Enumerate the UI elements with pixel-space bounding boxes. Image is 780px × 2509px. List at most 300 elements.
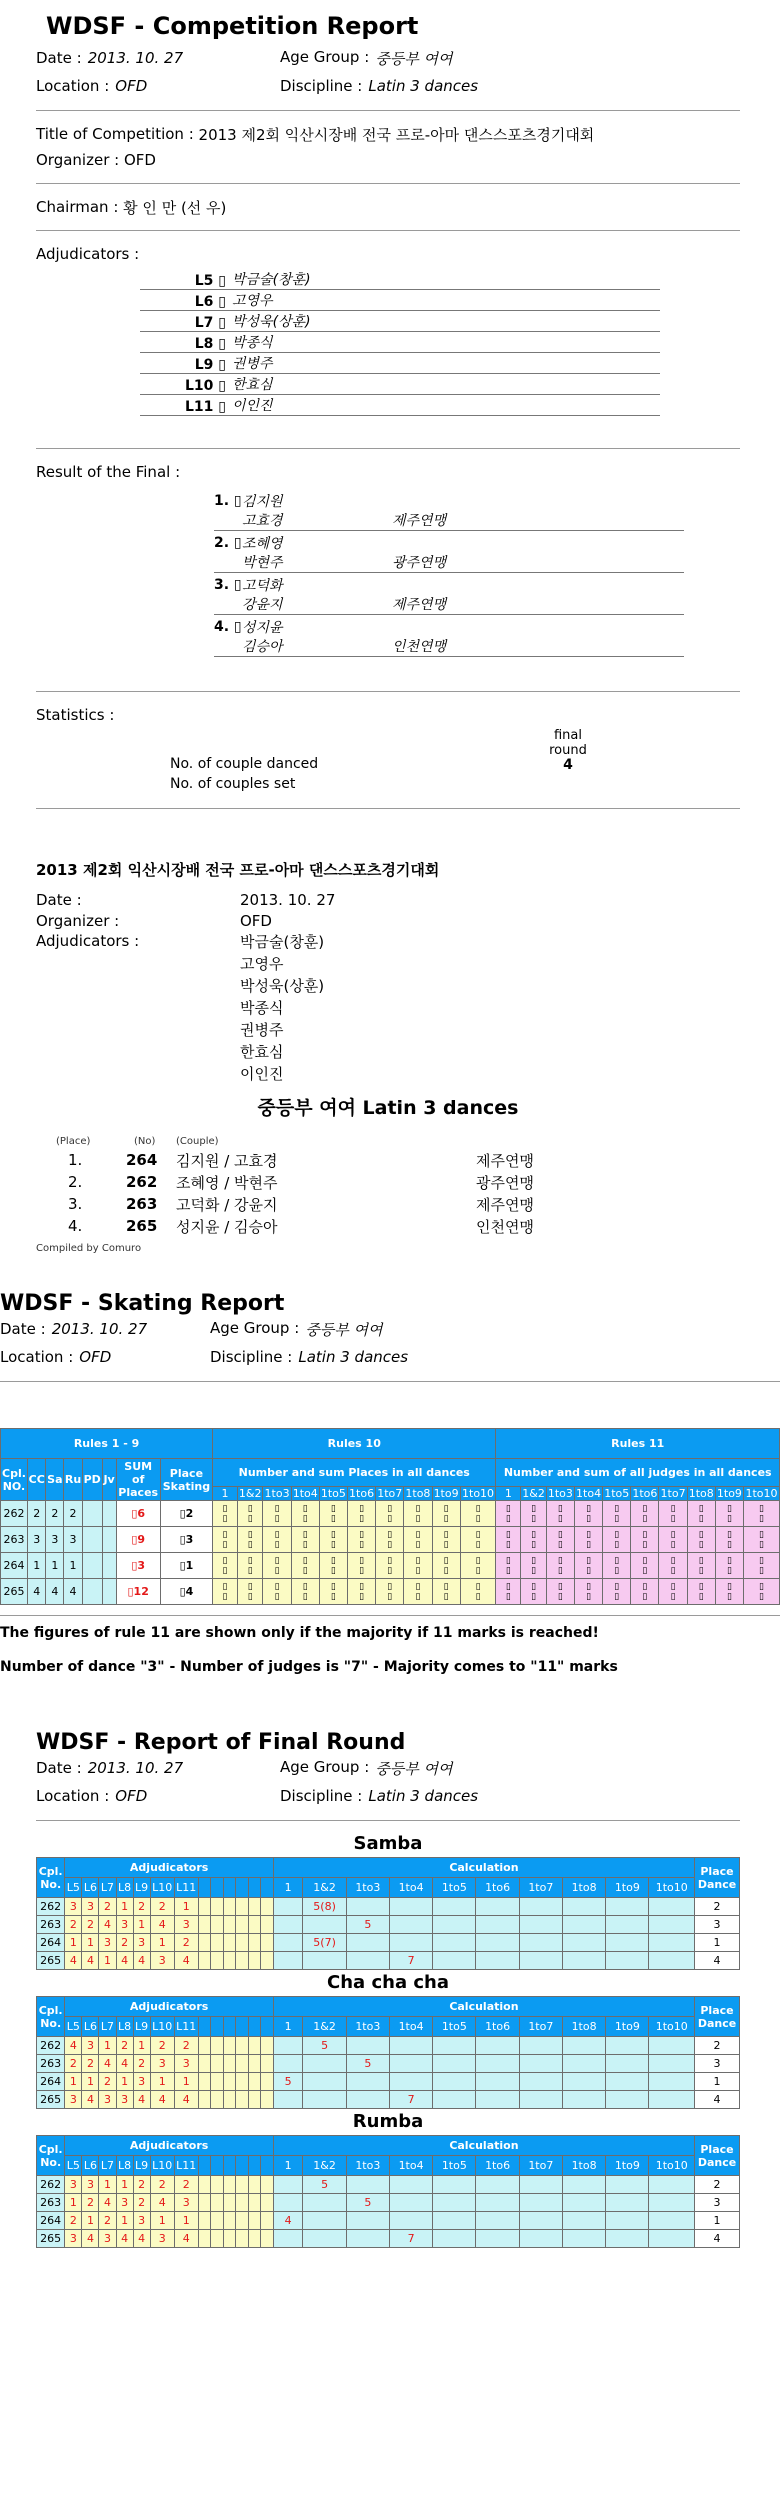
adjudicator-list: [140, 269, 660, 416]
empty-mark: [198, 1934, 211, 1952]
missing-glyph-icon: ▯: [247, 1529, 253, 1540]
range-col-header: 1to3: [547, 1487, 573, 1500]
judge-mark: 2: [82, 2194, 99, 2212]
summary-organizer: OFD: [240, 912, 272, 930]
calc-col-header: 1to8: [562, 2156, 605, 2176]
sa-place: 2: [46, 1501, 64, 1527]
cpl-no: 263: [37, 2194, 65, 2212]
adjudicator-row: [140, 269, 660, 290]
missing-glyph-icon: ▯: [330, 1555, 336, 1566]
missing-glyph-icon: ▯: [614, 1565, 620, 1576]
pd-place: [82, 1501, 102, 1527]
rule10-cell: [376, 1527, 404, 1553]
judge-mark: 3: [150, 2055, 174, 2073]
range-col-header: 1to9: [716, 1487, 742, 1500]
calc-cell: [476, 2091, 519, 2109]
rule10-cell: [291, 1553, 319, 1579]
summary-date-label: Date :: [36, 891, 82, 909]
missing-glyph-icon: ▯: [330, 1513, 336, 1524]
rule11-cell: [574, 1527, 602, 1553]
missing-glyph-icon: ▯: [274, 1539, 280, 1550]
missing-glyph-icon: ▯: [274, 1565, 280, 1576]
missing-glyph-icon: ▯: [387, 1539, 393, 1550]
final-place: 4.: [68, 1217, 83, 1235]
empty-mark: [198, 2194, 211, 2212]
empty-mark: [211, 2055, 224, 2073]
adjudicator-name: 한효심: [232, 377, 273, 393]
calc-col-header: 1to6: [476, 2156, 519, 2176]
calc-cell: [562, 1952, 605, 1970]
calc-cell: [346, 2212, 389, 2230]
missing-glyph-icon: ▯: [415, 1591, 421, 1602]
summary-date-row: [36, 889, 740, 911]
final-club: 인천연맹: [476, 1217, 534, 1236]
place-dance: 2: [695, 1898, 740, 1916]
meta-row-location: [36, 72, 740, 100]
empty-judge-header: [261, 2156, 274, 2176]
empty-mark: [223, 2073, 236, 2091]
rule11-cell: [687, 1579, 715, 1605]
missing-glyph-icon: ▯: [222, 1529, 228, 1540]
missing-glyph-icon: ▯: [698, 1529, 704, 1540]
calc-cell: [389, 2194, 432, 2212]
empty-mark: [248, 1916, 261, 1934]
judge-header: L10: [150, 2156, 174, 2176]
empty-mark: [198, 1952, 211, 1970]
rule11-cell: [546, 1527, 574, 1553]
rule11-note: The figures of rule 11 are shown only if the majority if 11 marks is reached!: [0, 1625, 599, 1641]
calc-cell: [562, 1898, 605, 1916]
empty-mark: [236, 2194, 249, 2212]
calc-cell: [346, 2091, 389, 2109]
judge-mark: 4: [116, 1952, 133, 1970]
missing-glyph-icon: ▯: [359, 1581, 365, 1592]
rule10-cell: [404, 1501, 432, 1527]
place-dance-header: Place Dance: [695, 2136, 740, 2176]
skating-meta-row-location: [0, 1343, 780, 1371]
missing-glyph-icon: ▯: [759, 1539, 764, 1550]
missing-glyph-icon: ▯: [247, 1591, 253, 1602]
missing-glyph-icon: ▯: [274, 1503, 280, 1514]
missing-glyph-icon: ▯: [387, 1503, 393, 1514]
missing-glyph-icon: ▯: [726, 1565, 732, 1576]
calc-cell: [562, 2091, 605, 2109]
calc-cell: [303, 2212, 346, 2230]
empty-mark: [198, 2055, 211, 2073]
skating-row: [1, 1501, 780, 1527]
missing-glyph-icon: ▯: [222, 1513, 228, 1524]
adjudicators-header: Adjudicators: [65, 2136, 274, 2156]
location-label: Location :: [36, 77, 110, 95]
rule11-cell: [631, 1501, 659, 1527]
missing-glyph-icon: ▯: [698, 1581, 704, 1592]
rules-11-subheader: Number and sum of all judges in all dances: [496, 1459, 780, 1487]
calc-cell: [649, 1934, 695, 1952]
divider: [36, 808, 740, 809]
judge-mark: 4: [174, 2091, 198, 2109]
calc-cell: [346, 2230, 389, 2248]
cpl-no: 264: [37, 1934, 65, 1952]
missing-glyph-icon: ▯: [531, 1503, 537, 1514]
judge-mark: 1: [133, 2037, 150, 2055]
rule11-cell: [574, 1501, 602, 1527]
calc-cell: [649, 2212, 695, 2230]
skating-location-label: Location :: [0, 1348, 74, 1366]
calc-cell: [389, 1934, 432, 1952]
judge-header: L5: [65, 1878, 82, 1898]
missing-glyph-icon: ▯: [387, 1529, 393, 1540]
adjudicator-row: [140, 290, 660, 311]
judge-mark: 1: [82, 2212, 99, 2230]
summary-adjudicator: 한효심: [240, 1043, 284, 1061]
calc-cell: [649, 2176, 695, 2194]
calc-col-header: 1to6: [476, 1878, 519, 1898]
missing-glyph-icon: ▯: [330, 1581, 336, 1592]
cpl-no-header: Cpl. No.: [37, 2136, 65, 2176]
divider: [36, 1820, 740, 1821]
empty-judge-header: [236, 2156, 249, 2176]
rule10-cell: [347, 1501, 375, 1527]
calc-cell: [273, 1898, 303, 1916]
judge-mark: 3: [65, 2230, 82, 2248]
result-partner-1: 성지윤: [242, 619, 283, 636]
empty-mark: [248, 2230, 261, 2248]
calc-cell: 5: [273, 2073, 303, 2091]
final-couple: 조혜영 / 박현주: [176, 1173, 278, 1192]
missing-glyph-icon: ▯: [387, 1513, 393, 1524]
missing-glyph-icon: ▯: [415, 1503, 421, 1514]
rule11-cell: [744, 1501, 780, 1527]
skating-date-label: Date :: [0, 1320, 46, 1338]
discipline-value: Latin 3 dances: [368, 77, 479, 95]
majority-note: Number of dance "3" - Number of judges is "7" - Majority comes to "11" marks: [0, 1659, 618, 1675]
range-col-header: 1&2: [522, 1487, 545, 1500]
judge-mark: 4: [174, 2230, 198, 2248]
calc-cell: [562, 2055, 605, 2073]
calc-col-header: 1to4: [389, 2156, 432, 2176]
calc-col-header: 1to7: [519, 2017, 562, 2037]
rule10-cell: [263, 1501, 291, 1527]
calc-col-header: 1to3: [346, 2156, 389, 2176]
empty-judge-header: [248, 2156, 261, 2176]
calc-cell: 5: [346, 1916, 389, 1934]
calc-cell: [519, 2073, 562, 2091]
cc-place: 4: [27, 1579, 46, 1605]
empty-mark: [236, 2055, 249, 2073]
rule10-cell: [347, 1553, 375, 1579]
rule10-cell: [404, 1553, 432, 1579]
judge-header: L7: [99, 1878, 116, 1898]
judge-header: L10: [150, 1878, 174, 1898]
couples-set-label: No. of couples set: [170, 776, 296, 792]
summary-adjudicator: 박금술(창훈): [240, 933, 325, 951]
empty-mark: [236, 1916, 249, 1934]
col-couple: (Couple): [176, 1135, 219, 1147]
missing-glyph-icon: ▯: [274, 1555, 280, 1566]
rule10-cell: [213, 1501, 238, 1527]
judge-mark: 1: [116, 1898, 133, 1916]
rule10-cell: [319, 1553, 347, 1579]
calc-cell: [433, 1916, 476, 1934]
final-location-label: Location :: [36, 1787, 110, 1805]
judge-mark: 1: [174, 2073, 198, 2091]
adjudicator-row: [140, 395, 660, 416]
result-rank: 4. ▯: [214, 618, 242, 635]
rule11-cell: [631, 1579, 659, 1605]
skating-row: [1, 1553, 780, 1579]
missing-glyph-icon: ▯: [642, 1539, 648, 1550]
judge-mark: 2: [65, 2055, 82, 2073]
calc-col-header: 1&2: [303, 2156, 346, 2176]
cc-place: 3: [27, 1527, 46, 1553]
divider: [36, 183, 740, 184]
calc-cell: [433, 2037, 476, 2055]
judge-mark: 3: [116, 2091, 133, 2109]
judge-mark: 1: [116, 2073, 133, 2091]
place-dance: 1: [695, 1934, 740, 1952]
rule10-cell: [213, 1579, 238, 1605]
final-date-label: Date :: [36, 1759, 82, 1777]
rule11-cell: [715, 1527, 743, 1553]
adjudicator-code: L10 ▯: [185, 378, 226, 394]
cpl-no: 264: [1, 1553, 28, 1579]
rule11-cell: [574, 1579, 602, 1605]
missing-glyph-icon: ▯: [614, 1591, 620, 1602]
missing-glyph-icon: ▯: [670, 1539, 676, 1550]
judge-mark: 3: [174, 2194, 198, 2212]
rule11-cell: [687, 1527, 715, 1553]
date-label: Date :: [36, 49, 82, 67]
calc-col-header: 1to4: [389, 1878, 432, 1898]
final-row: [56, 1215, 740, 1237]
rule10-cell: [347, 1579, 375, 1605]
empty-judge-header: [211, 2156, 224, 2176]
judge-mark: 1: [174, 1898, 198, 1916]
rule10-cell: [432, 1527, 460, 1553]
calc-cell: [273, 2037, 303, 2055]
calc-cell: [389, 2212, 432, 2230]
missing-glyph-icon: ▯: [415, 1581, 421, 1592]
adjudicator-code: L7 ▯: [194, 315, 226, 331]
judge-mark: 2: [133, 1898, 150, 1916]
summary-organizer-row: [36, 911, 740, 931]
calc-cell: [303, 1952, 346, 1970]
range-col-header: 1to6: [349, 1487, 375, 1500]
rule10-cell: [263, 1553, 291, 1579]
place-dance: 4: [695, 2091, 740, 2109]
organizer-value: OFD: [123, 151, 156, 169]
rule10-cell: [404, 1579, 432, 1605]
jv-place: [102, 1553, 116, 1579]
judge-mark: 4: [150, 2091, 174, 2109]
rule11-cell: [496, 1579, 521, 1605]
judge-mark: 4: [116, 2230, 133, 2248]
final-round-report: [0, 1684, 780, 2248]
adjudicator-name: 권병주: [232, 356, 273, 372]
calc-cell: [303, 2194, 346, 2212]
calc-cell: [562, 2194, 605, 2212]
empty-mark: [236, 2176, 249, 2194]
empty-mark: [211, 2176, 224, 2194]
calc-cell: [519, 1916, 562, 1934]
empty-mark: [248, 2055, 261, 2073]
judge-mark: 3: [99, 1934, 116, 1952]
calc-cell: [476, 2176, 519, 2194]
place-dance: 3: [695, 1916, 740, 1934]
rule10-cell: [432, 1501, 460, 1527]
rule10-cell: [432, 1553, 460, 1579]
cpl-no: 264: [37, 2212, 65, 2230]
empty-mark: [236, 2073, 249, 2091]
missing-glyph-icon: ▯: [614, 1503, 620, 1514]
calc-cell: [346, 1898, 389, 1916]
empty-mark: [261, 2176, 274, 2194]
missing-glyph-icon: ▯: [247, 1539, 253, 1550]
missing-glyph-icon: ▯: [415, 1565, 421, 1576]
result-label: Result of the Final :: [36, 463, 181, 481]
missing-glyph-icon: ▯: [670, 1581, 676, 1592]
missing-glyph-icon: ▯: [614, 1529, 620, 1540]
judge-mark: 1: [65, 2194, 82, 2212]
calc-col-header: 1to3: [346, 2017, 389, 2037]
missing-glyph-icon: ▯: [557, 1555, 563, 1566]
skating-date: 2013. 10. 27: [51, 1320, 148, 1338]
dance-col-header: Jv: [102, 1459, 116, 1501]
skating-age-label: Age Group :: [210, 1318, 300, 1337]
empty-mark: [248, 1934, 261, 1952]
empty-mark: [236, 1898, 249, 1916]
rule10-cell: [291, 1501, 319, 1527]
finals-header: [56, 1133, 740, 1149]
adjudicator-row: [140, 374, 660, 395]
empty-mark: [198, 1916, 211, 1934]
missing-glyph-icon: ▯: [726, 1539, 732, 1550]
jv-place: [102, 1501, 116, 1527]
dance-row: [37, 2091, 740, 2109]
adjudicator-row: [140, 353, 660, 374]
missing-glyph-icon: ▯: [222, 1591, 228, 1602]
judge-mark: 4: [150, 1916, 174, 1934]
empty-judge-header: [248, 2017, 261, 2037]
rule10-cell: [237, 1579, 263, 1605]
empty-mark: [236, 2037, 249, 2055]
judge-mark: 2: [174, 1934, 198, 1952]
calc-cell: [649, 2073, 695, 2091]
judge-mark: 3: [174, 1916, 198, 1934]
missing-glyph-icon: ▯: [443, 1591, 449, 1602]
calc-cell: [649, 2037, 695, 2055]
judge-mark: 4: [82, 2091, 99, 2109]
missing-glyph-icon: ▯: [726, 1513, 732, 1524]
cpl-no-header: Cpl. No.: [37, 1858, 65, 1898]
final-number: 263: [126, 1195, 158, 1213]
skating-row: [1, 1527, 780, 1553]
missing-glyph-icon: ▯: [698, 1513, 704, 1524]
empty-mark: [248, 2091, 261, 2109]
missing-glyph-icon: ▯: [415, 1513, 421, 1524]
cpl-no: 265: [1, 1579, 28, 1605]
judge-header: L7: [99, 2017, 116, 2037]
missing-glyph-icon: ▯: [359, 1513, 365, 1524]
missing-glyph-icon: ▯: [443, 1581, 449, 1592]
age-label: Age Group :: [280, 47, 370, 66]
dance-row: [37, 2230, 740, 2248]
judge-mark: 4: [133, 2230, 150, 2248]
summary-title: 2013 제2회 익산시장배 전국 프로-아마 댄스스포츠경기대회: [36, 861, 440, 879]
judge-mark: 1: [65, 1934, 82, 1952]
range-col-header: 1to8: [688, 1487, 714, 1500]
cpl-no-header: Cpl. NO.: [1, 1459, 28, 1501]
empty-judge-header: [223, 2156, 236, 2176]
divider: [0, 1381, 780, 1382]
missing-glyph-icon: ▯: [586, 1565, 592, 1576]
final-row: [56, 1149, 740, 1171]
missing-glyph-icon: ▯: [670, 1591, 676, 1602]
finals-table: [36, 1133, 740, 1237]
result-partner-2: 김승아: [242, 638, 283, 655]
judge-mark: 2: [150, 2037, 174, 2055]
judge-mark: 4: [99, 1916, 116, 1934]
missing-glyph-icon: ▯: [302, 1591, 308, 1602]
calc-cell: [273, 2176, 303, 2194]
missing-glyph-icon: ▯: [531, 1513, 537, 1524]
rule11-cell: [744, 1579, 780, 1605]
empty-mark: [198, 2230, 211, 2248]
calc-cell: [433, 2091, 476, 2109]
range-col-header: 1to7: [660, 1487, 686, 1500]
judge-header: L5: [65, 2017, 82, 2037]
missing-glyph-icon: ▯: [247, 1581, 253, 1592]
empty-judge-header: [261, 2017, 274, 2037]
missing-glyph-icon: ▯: [505, 1503, 511, 1514]
calc-cell: [346, 2176, 389, 2194]
dance-row: [37, 2212, 740, 2230]
empty-mark: [223, 2091, 236, 2109]
calc-cell: 5: [303, 2176, 346, 2194]
missing-glyph-icon: ▯: [443, 1539, 449, 1550]
calc-col-header: 1: [273, 1878, 303, 1898]
rule11-cell: [521, 1579, 547, 1605]
range-col-header: 1: [496, 1487, 521, 1501]
judge-mark: 2: [99, 1898, 116, 1916]
rule11-cell: [631, 1527, 659, 1553]
missing-glyph-icon: ▯: [302, 1581, 308, 1592]
missing-glyph-icon: ▯: [222, 1539, 228, 1550]
dance-row: [37, 1952, 740, 1970]
calc-cell: [562, 2037, 605, 2055]
calc-cell: [273, 1916, 303, 1934]
result-club: 광주연맹: [392, 554, 447, 571]
missing-glyph-icon: ▯: [586, 1581, 592, 1592]
competition-title: 2013 제2회 익산시장배 전국 프로-아마 댄스스포츠경기대회: [198, 125, 595, 144]
calc-cell: [519, 1898, 562, 1916]
adjudicator-name: 박종식: [232, 335, 273, 351]
calc-cell: [346, 2037, 389, 2055]
calc-cell: [476, 1934, 519, 1952]
calc-cell: [519, 2230, 562, 2248]
empty-mark: [261, 2091, 274, 2109]
rule10-cell: [376, 1501, 404, 1527]
empty-mark: [261, 2194, 274, 2212]
calc-cell: [519, 1934, 562, 1952]
jv-place: [102, 1527, 116, 1553]
calc-cell: [519, 2037, 562, 2055]
empty-mark: [248, 2194, 261, 2212]
judge-mark: 3: [174, 2055, 198, 2073]
rule11-cell: [715, 1553, 743, 1579]
empty-mark: [248, 1898, 261, 1916]
final-number: 265: [126, 1217, 158, 1235]
